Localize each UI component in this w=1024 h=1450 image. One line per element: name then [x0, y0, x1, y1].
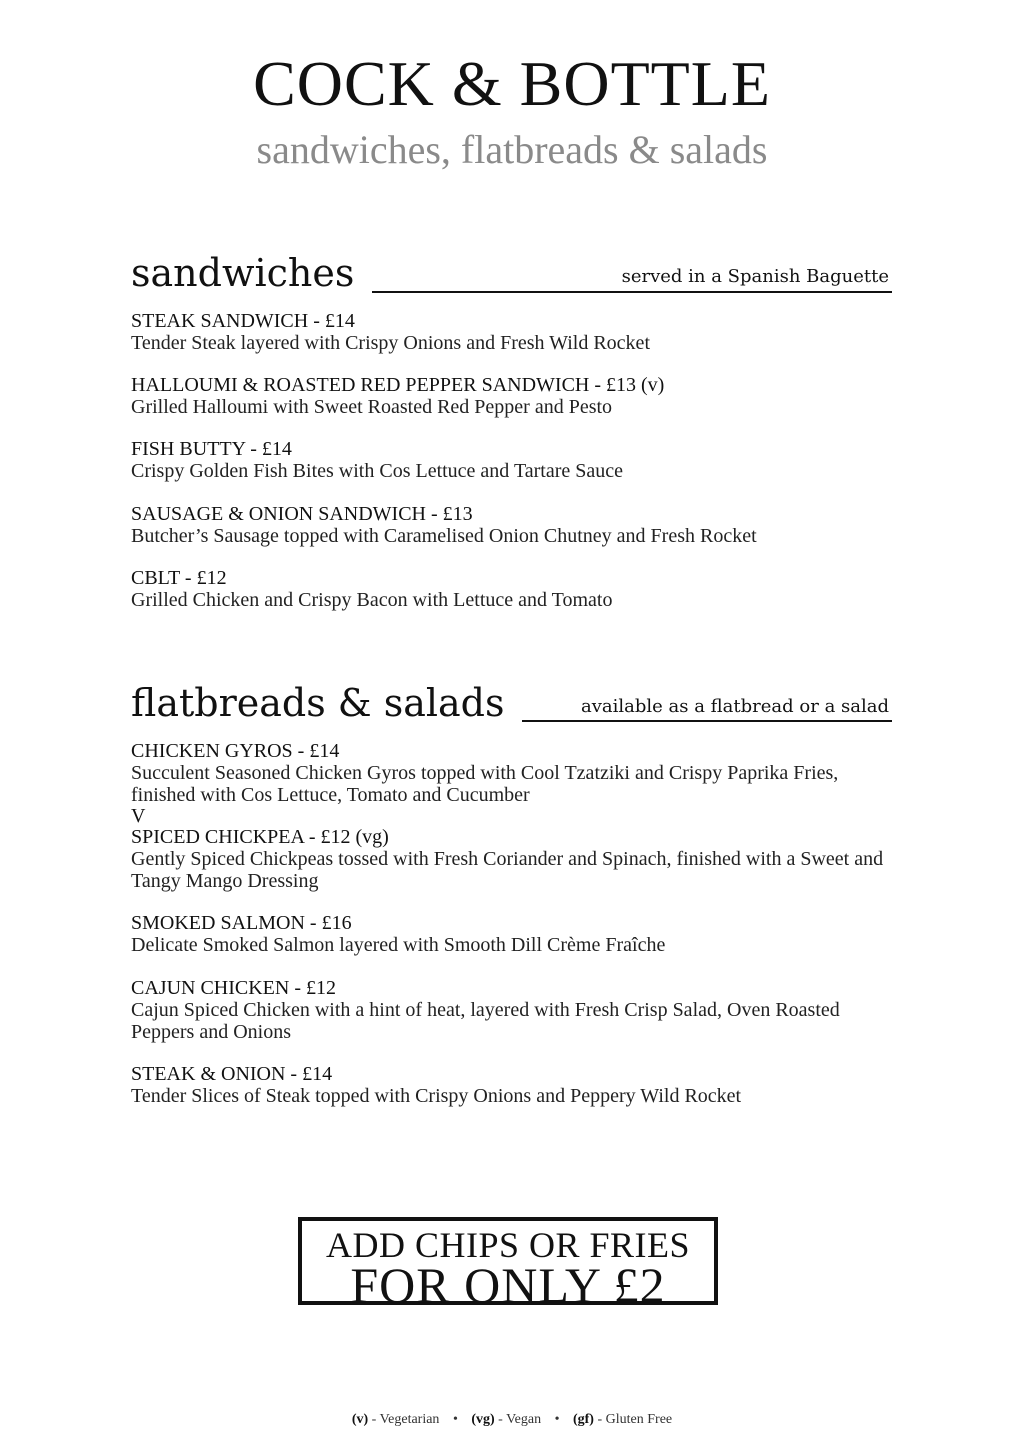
- menu-item: [131, 826, 901, 892]
- item-description: Cajun Spiced Chicken with a hint of heat, layered with Fresh Crisp Salad, Oven Roasted Peppers and Onions: [131, 999, 840, 1043]
- item-description: Delicate Smoked Salmon layered with Smooth Dill Crème Fraîche: [131, 934, 666, 956]
- item-name: CAJUN CHICKEN - £12: [131, 977, 336, 999]
- item-description: Succulent Seasoned Chicken Gyros topped with Cool Tzatziki and Crispy Paprika Fries, finished with Cos Lettuce, Tomato and Cucumber: [131, 762, 839, 806]
- legend-separator: •: [554, 1412, 560, 1427]
- item-description: Grilled Chicken and Crispy Bacon with Lettuce and Tomato: [131, 589, 613, 611]
- legend-label-vegetarian: - Vegetarian: [371, 1412, 440, 1427]
- section-note-flatbreads: available as a flatbread or a salad: [581, 696, 889, 717]
- item-name: STEAK & ONION - £14: [131, 1063, 333, 1085]
- item-description: Tender Steak layered with Crispy Onions and Fresh Wild Rocket: [131, 332, 650, 354]
- item-name: SPICED CHICKPEA - £12 (vg): [131, 826, 389, 848]
- menu-title: COCK & BOTTLE: [253, 48, 771, 119]
- legend-label-vegan: - Vegan: [498, 1412, 542, 1427]
- menu-item: [131, 567, 901, 611]
- legend-code-vegan: (vg): [471, 1412, 495, 1427]
- section-divider: [372, 291, 892, 293]
- section-heading-flatbreads: flatbreads & salads: [131, 681, 505, 725]
- section-note-sandwiches: served in a Spanish Baguette: [621, 266, 889, 287]
- menu-item: [131, 1063, 901, 1107]
- item-name: SMOKED SALMON - £16: [131, 912, 352, 934]
- item-description: Crispy Golden Fish Bites with Cos Lettuce and Tartare Sauce: [131, 460, 624, 482]
- item-description: Butcher’s Sausage topped with Caramelised Onion Chutney and Fresh Rocket: [131, 525, 757, 547]
- menu-item: [131, 310, 901, 354]
- vegetarian-marker: V: [131, 805, 146, 827]
- section-divider: [522, 720, 892, 722]
- item-description: Gently Spiced Chickpeas tossed with Fresh Coriander and Spinach, finished with a Sweet and Tangy Mango Dressing: [131, 848, 884, 892]
- promo-box: [298, 1217, 718, 1313]
- menu-item: [131, 740, 901, 806]
- item-name: STEAK SANDWICH - £14: [131, 310, 355, 332]
- item-name: FISH BUTTY - £14: [131, 438, 292, 460]
- menu-item: [131, 374, 901, 418]
- menu-item: [131, 503, 901, 547]
- item-name: SAUSAGE & ONION SANDWICH - £13: [131, 503, 473, 525]
- legend-code-gluten-free: (gf): [572, 1412, 594, 1427]
- item-description: Tender Slices of Steak topped with Crispy Onions and Peppery Wild Rocket: [131, 1085, 742, 1107]
- dietary-legend: [0, 1411, 1024, 1429]
- item-name: CBLT - £12: [131, 567, 227, 589]
- menu-subtitle: sandwiches, flatbreads & salads: [256, 127, 768, 172]
- item-description: Grilled Halloumi with Sweet Roasted Red Pepper and Pesto: [131, 396, 613, 418]
- section-heading-sandwiches: sandwiches: [131, 251, 355, 295]
- legend-code-vegetarian: (v): [351, 1412, 369, 1427]
- legend-label-gluten-free: - Gluten Free: [597, 1412, 673, 1427]
- promo-line-1: ADD CHIPS OR FRIES: [325, 1225, 691, 1265]
- item-name: CHICKEN GYROS - £14: [131, 740, 340, 762]
- menu-item: [131, 438, 901, 482]
- menu-item: [131, 977, 901, 1043]
- item-name: HALLOUMI & ROASTED RED PEPPER SANDWICH - £13 (v): [131, 374, 665, 396]
- menu-item: [131, 912, 901, 956]
- legend-separator: •: [452, 1412, 458, 1427]
- promo-line-2: FOR ONLY £2: [350, 1257, 666, 1313]
